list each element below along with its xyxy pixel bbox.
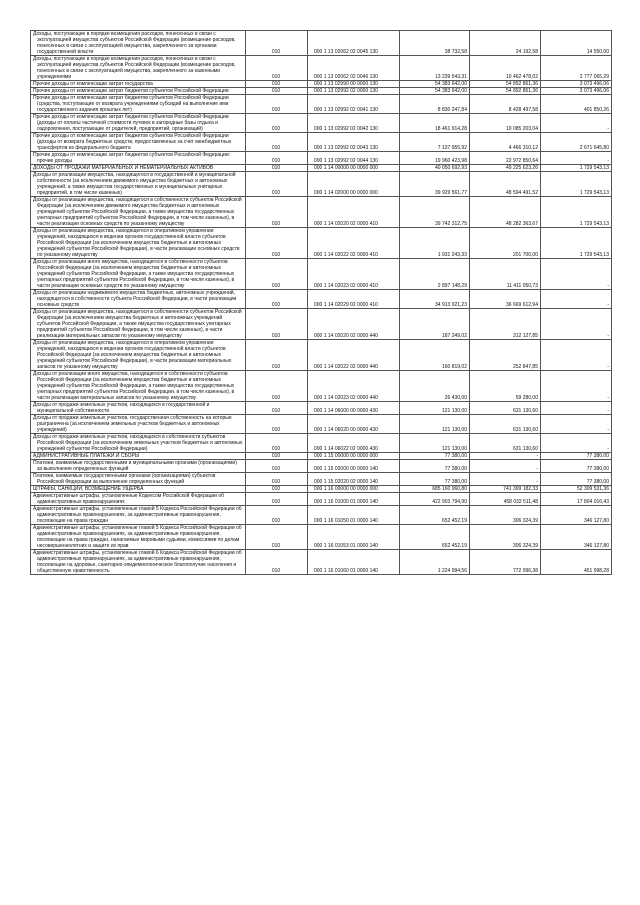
row-amount-3: 346 127,80	[541, 525, 612, 550]
row-amount-2: 22 972 850,64	[470, 152, 541, 165]
row-amount-1: 121 130,00	[400, 402, 470, 415]
row-amount-1: 39 742 312,75	[400, 197, 470, 228]
row-line-code: 010	[246, 460, 308, 473]
table-row	[31, 460, 612, 473]
table-row	[31, 371, 612, 402]
table-row	[31, 81, 612, 88]
row-amount-1: 18 461 914,28	[400, 114, 470, 133]
row-amount-2: 252 847,85	[470, 340, 541, 371]
table-row	[31, 259, 612, 290]
row-amount-3: -	[541, 259, 612, 290]
row-amount-3: 77 380,00	[541, 460, 612, 473]
table-row	[31, 88, 612, 95]
row-amount-1: 38 732,58	[400, 31, 470, 56]
row-name: Доходы от реализации имущества, находящегося в государственной и муниципальной собственности (за исключением движимого имущества бюджетных и автономных учреждений, а также имущества государственных и муниципальных унитарных предприятий, в том числе казенных)	[31, 172, 246, 197]
row-amount-1: 685 160 960,80	[400, 486, 470, 493]
row-amount-3: 401 850,26	[541, 95, 612, 114]
row-amount-1: 652 452,19	[400, 506, 470, 525]
row-line-code: 010	[246, 88, 308, 95]
row-name: ШТРАФЫ, САНКЦИИ, ВОЗМЕЩЕНИЕ УЩЕРБА	[31, 486, 246, 493]
row-line-code: 010	[246, 152, 308, 165]
row-budget-code: 000 1 14 02020 02 0000 440	[308, 309, 400, 340]
table-row	[31, 133, 612, 152]
row-budget-code: 000 1 14 02029 02 0000 410	[308, 290, 400, 309]
row-name: Прочие доходы от компенсации затрат государства	[31, 81, 246, 88]
row-name: Прочие доходы от компенсации затрат бюджетов субъектов Российской Федерации (доходы от возврата бюджетных средств, предоставленных за счет межбюджетных трансфертов из федерального бюджета	[31, 133, 246, 152]
row-name: Административные штрафы, установленные главой 6 Кодекса Российской Федерации об административных правонарушениях, за административные правонарушения, посягающие на здоровье, санитарно-эпидемиологическое благополучие населения и общественную нравственность	[31, 550, 246, 575]
row-line-code: 010	[246, 340, 308, 371]
row-amount-3: 451 998,28	[541, 550, 612, 575]
row-name: Доходы от реализации имущества, находящегося в собственности субъектов Российской Федерации (за исключением имущества бюджетных и автономных учреждений субъектов Российской Федерации, а также имущества государственных унитарных предприятий субъектов Российской Федерации, в том числе казенных), в части реализации материальных запасов по указанному имуществу	[31, 309, 246, 340]
table-row	[31, 228, 612, 259]
row-name: Прочие доходы от компенсации затрат бюджетов субъектов Российской Федерации (средства, поступающие от возврата учреждениями субсидий на выполнение ими государственного задания прошлых лет)	[31, 95, 246, 114]
row-amount-3: -	[541, 309, 612, 340]
row-budget-code: 000 1 15 00000 00 0000 000	[308, 453, 400, 460]
table-row	[31, 525, 612, 550]
row-line-code: 010	[246, 133, 308, 152]
row-line-code: 010	[246, 402, 308, 415]
row-amount-2: 772 996,38	[470, 550, 541, 575]
row-amount-3: 1 729 543,13	[541, 172, 612, 197]
row-budget-code: 000 1 13 02062 02 0046 130	[308, 56, 400, 81]
row-amount-2: -	[470, 453, 541, 460]
row-amount-2: 306 324,39	[470, 525, 541, 550]
row-amount-1: 77 380,00	[400, 473, 470, 486]
table-row	[31, 473, 612, 486]
row-amount-3: 2 671 645,80	[541, 133, 612, 152]
row-budget-code: 000 1 15 02020 02 0000 140	[308, 473, 400, 486]
row-amount-1: 8 830 247,84	[400, 95, 470, 114]
table-row	[31, 550, 612, 575]
row-amount-3: 3 073 496,06	[541, 88, 612, 95]
table-row	[31, 415, 612, 434]
row-line-code: 010	[246, 228, 308, 259]
row-budget-code: 000 1 14 00000 00 0000 000	[308, 165, 400, 172]
row-amount-3: -	[541, 415, 612, 434]
row-line-code: 010	[246, 31, 308, 56]
row-budget-code: 000 1 13 02062 02 0045 130	[308, 31, 400, 56]
row-line-code: 010	[246, 81, 308, 88]
table-row	[31, 165, 612, 172]
row-amount-3: 3 073 496,06	[541, 81, 612, 88]
row-amount-3: -	[541, 290, 612, 309]
row-amount-2: 312 127,85	[470, 309, 541, 340]
row-amount-2: -	[470, 460, 541, 473]
row-budget-code: 000 1 14 02023 02 0000 440	[308, 371, 400, 402]
row-name: Доходы от реализации имущества, находящегося в оперативном управлении учреждений, находящихся в ведении органов государственной власти субъектов Российской Федерации (за исключением имущества бюджетных и автономных учреждений субъектов Российской Федерации), в части реализации материальных запасов по указанному имуществу	[31, 340, 246, 371]
row-amount-1: 121 130,00	[400, 434, 470, 453]
row-amount-1: 160 819,02	[400, 340, 470, 371]
row-amount-3: -	[541, 340, 612, 371]
row-amount-2: 48 282 363,67	[470, 197, 541, 228]
table-row	[31, 290, 612, 309]
row-budget-code: 000 1 14 06000 00 0000 430	[308, 402, 400, 415]
row-line-code: 010	[246, 506, 308, 525]
row-amount-3: -	[541, 371, 612, 402]
row-line-code: 010	[246, 259, 308, 290]
row-name: ДОХОДЫ ОТ ПРОДАЖИ МАТЕРИАЛЬНЫХ И НЕМАТЕРИАЛЬНЫХ АКТИВОВ	[31, 165, 246, 172]
row-amount-3: -	[541, 114, 612, 133]
row-line-code: 010	[246, 290, 308, 309]
row-amount-1: 39 929 561,77	[400, 172, 470, 197]
row-budget-code: 000 1 16 01050 01 0000 140	[308, 506, 400, 525]
row-amount-3: 77 380,00	[541, 473, 612, 486]
row-amount-1: 187 249,02	[400, 309, 470, 340]
row-line-code: 010	[246, 550, 308, 575]
row-line-code: 010	[246, 165, 308, 172]
row-amount-2: 19 085 203,04	[470, 114, 541, 133]
row-name: Административные штрафы, установленные главой 5 Кодекса Российской Федерации об административных правонарушениях, за административные правонарушения, посягающие на права граждан	[31, 506, 246, 525]
row-line-code: 010	[246, 473, 308, 486]
row-budget-code: 000 1 16 00000 00 0000 000	[308, 486, 400, 493]
row-name: Доходы от реализации иного имущества, находящегося в собственности субъектов Российской Федерации (за исключением имущества бюджетных и автономных учреждений субъектов Российской Федерации, а также имущества государственных унитарных предприятий субъектов Российской Федерации, в том числе казенных), в части реализации материальных запасов по указанному имуществу	[31, 371, 246, 402]
row-line-code: 010	[246, 309, 308, 340]
row-amount-2: 10 462 478,02	[470, 56, 541, 81]
row-name: Доходы от продажи земельных участков, находящихся в государственной и муниципальной собственности	[31, 402, 246, 415]
table-row	[31, 340, 612, 371]
row-budget-code: 000 1 13 02992 02 0044 130	[308, 152, 400, 165]
row-amount-3: 17 804 016,43	[541, 493, 612, 506]
row-budget-code: 000 1 16 01053 01 0000 140	[308, 525, 400, 550]
table-row	[31, 486, 612, 493]
row-amount-1: 1 224 994,56	[400, 550, 470, 575]
row-amount-1: 40 050 692,93	[400, 165, 470, 172]
row-budget-code: 000 1 13 02992 02 0041 130	[308, 95, 400, 114]
row-amount-1: 13 239 543,31	[400, 56, 470, 81]
row-line-code: 010	[246, 56, 308, 81]
row-line-code: 010	[246, 197, 308, 228]
row-line-code: 010	[246, 493, 308, 506]
table-row	[31, 56, 612, 81]
row-name: Доходы от реализации имущества, находящегося в собственности субъектов Российской Федерации (за исключением движимого имущества бюджетных и автономных учреждений субъектов Российской Федерации, а также имущества государственных унитарных предприятий субъектов Российской Федерации, в том числе казенных), в части реализации основных средств по указанному имуществу	[31, 197, 246, 228]
row-amount-2: 11 411 050,73	[470, 259, 541, 290]
table-row	[31, 95, 612, 114]
table-row	[31, 31, 612, 56]
row-amount-3: 1 729 543,13	[541, 228, 612, 259]
row-amount-2: 458 032 511,48	[470, 493, 541, 506]
row-budget-code: 000 1 14 06020 00 0000 430	[308, 415, 400, 434]
row-name: Доходы от реализации имущества, находящегося в оперативном управлении учреждений, находящихся в ведении органов государственной власти субъектов Российской Федерации (за исключением имущества бюджетных и автономных учреждений субъектов Российской Федерации), в части реализации основных средств по указанному имуществу	[31, 228, 246, 259]
row-amount-2: 36 669 612,94	[470, 290, 541, 309]
row-name: Платежи, взимаемые государственными органами (организациями) субъектов Российской Федерации за выполнение определенных функций	[31, 473, 246, 486]
row-budget-code: 000 1 14 02000 00 0000 000	[308, 172, 400, 197]
row-amount-2: 631 130,60	[470, 402, 541, 415]
row-amount-1: 422 903 794,90	[400, 493, 470, 506]
table-row	[31, 506, 612, 525]
row-amount-3: 1 729 543,13	[541, 197, 612, 228]
row-name: АДМИНИСТРАТИВНЫЕ ПЛАТЕЖИ И СБОРЫ	[31, 453, 246, 460]
row-amount-2: -	[470, 473, 541, 486]
row-line-code: 010	[246, 95, 308, 114]
row-amount-1: 19 960 423,98	[400, 152, 470, 165]
row-budget-code: 000 1 13 02992 02 0043 130	[308, 133, 400, 152]
row-name: Доходы, поступающие в порядке возмещения расходов, понесенных в связи с эксплуатацией имущества субъектов Российской Федерации (возмещение расходов, понесенных в связи с эксплуатацией имущества, закрепленного за органами государственной власти	[31, 31, 246, 56]
row-budget-code: 000 1 16 01060 01 0000 140	[308, 550, 400, 575]
row-name: Прочие доходы от компенсации затрат бюджетов субъектов Российской Федерации: прочие доходы	[31, 152, 246, 165]
row-amount-2: 631 130,60	[470, 415, 541, 434]
row-budget-code: 000 1 14 02023 02 0000 410	[308, 259, 400, 290]
table-row	[31, 402, 612, 415]
row-amount-3: 52 309 531,36	[541, 486, 612, 493]
row-budget-code: 000 1 16 01000 01 0000 140	[308, 493, 400, 506]
row-amount-2: 54 892 861,36	[470, 81, 541, 88]
row-budget-code: 000 1 13 02992 02 0000 130	[308, 88, 400, 95]
row-budget-code: 000 1 14 02020 02 0000 410	[308, 197, 400, 228]
row-amount-2: 48 594 491,52	[470, 172, 541, 197]
row-name: Доходы от реализации иного имущества, находящегося в собственности субъектов Российской Федерации (за исключением имущества бюджетных и автономных учреждений субъектов Российской Федерации, а также имущества государственных унитарных предприятий субъектов Российской Федерации, в том числе казенных), в части реализации основных средств по указанному имуществу	[31, 259, 246, 290]
row-amount-2: 4 466 310,12	[470, 133, 541, 152]
row-line-code: 010	[246, 434, 308, 453]
row-name: Доходы от продажи земельных участков, находящихся в собственности субъектов Российской Федерации (за исключением земельных участков бюджетных и автономных учреждений субъектов Российской Федерации)	[31, 434, 246, 453]
revenue-report-body	[31, 31, 612, 575]
row-name: Прочие доходы от компенсации затрат бюджетов субъектов Российской Федерации (доходы от оплаты частичной стоимости путевок в загородные базы отдыха и оздоровления, поступающие от родителей, предприятий, организаций)	[31, 114, 246, 133]
table-row	[31, 114, 612, 133]
row-budget-code: 000 1 15 02000 00 0000 140	[308, 460, 400, 473]
table-row	[31, 152, 612, 165]
row-amount-1: 7 137 955,92	[400, 133, 470, 152]
row-budget-code: 000 1 14 02022 02 0000 410	[308, 228, 400, 259]
row-name: Доходы от продажи земельных участков, государственная собственность на которые разграничена (за исключением земельных участков бюджетных и автономных учреждений)	[31, 415, 246, 434]
row-budget-code: 000 1 13 02990 00 0000 130	[308, 81, 400, 88]
row-amount-1: 652 452,19	[400, 525, 470, 550]
row-amount-1: 54 383 642,00	[400, 81, 470, 88]
row-name: Административные штрафы, установленные главой 5 Кодекса Российской Федерации об административных правонарушениях, за административные правонарушения, посягающие на права граждан, налагаемые мировыми судьями, комиссиями по делам несовершеннолетних и защите их прав	[31, 525, 246, 550]
row-amount-1: 121 130,00	[400, 415, 470, 434]
row-amount-3: -	[541, 402, 612, 415]
table-row	[31, 172, 612, 197]
row-line-code: 010	[246, 525, 308, 550]
row-name: Прочие доходы от компенсации затрат бюджетов субъектов Российской Федерации	[31, 88, 246, 95]
row-amount-2: 741 399 182,33	[470, 486, 541, 493]
row-amount-2: 201 700,00	[470, 228, 541, 259]
table-row	[31, 434, 612, 453]
row-amount-2: 49 225 623,26	[470, 165, 541, 172]
row-budget-code: 000 1 14 02022 02 0000 440	[308, 340, 400, 371]
table-row	[31, 309, 612, 340]
row-amount-1: 26 430,00	[400, 371, 470, 402]
row-amount-1: 1 931 243,33	[400, 228, 470, 259]
row-amount-3: 2 777 065,29	[541, 56, 612, 81]
revenue-report-table	[30, 30, 612, 575]
row-amount-1: 2 897 148,29	[400, 259, 470, 290]
row-line-code: 010	[246, 415, 308, 434]
row-amount-1: 54 383 642,00	[400, 88, 470, 95]
row-amount-3: -	[541, 152, 612, 165]
row-amount-1: 77 380,00	[400, 460, 470, 473]
table-row	[31, 493, 612, 506]
row-name: Административные штрафы, установленные Кодексом Российской Федерации об административных правонарушениях	[31, 493, 246, 506]
row-amount-2: 306 324,39	[470, 506, 541, 525]
row-amount-3: 346 127,80	[541, 506, 612, 525]
row-amount-2: 54 892 861,36	[470, 88, 541, 95]
table-row	[31, 453, 612, 460]
row-line-code: 010	[246, 453, 308, 460]
table-row	[31, 197, 612, 228]
row-budget-code: 000 1 14 06022 02 0000 430	[308, 434, 400, 453]
row-name: Платежи, взимаемые государственными и муниципальными органами (организациями) за выполнение определенных функций	[31, 460, 246, 473]
row-name: Доходы от реализации недвижимого имущества бюджетных, автономных учреждений, находящегося в собственности субъекта Российской Федерации, в части реализации основных средств	[31, 290, 246, 309]
row-budget-code: 000 1 13 02992 02 0042 130	[308, 114, 400, 133]
row-amount-2: 631 130,60	[470, 434, 541, 453]
row-line-code: 010	[246, 371, 308, 402]
row-amount-3: -	[541, 434, 612, 453]
row-amount-1: 77 380,00	[400, 453, 470, 460]
row-line-code: 010	[246, 114, 308, 133]
row-amount-2: 8 428 497,58	[470, 95, 541, 114]
row-amount-3: 14 550,00	[541, 31, 612, 56]
row-amount-2: 24 192,58	[470, 31, 541, 56]
row-amount-3: 1 729 543,13	[541, 165, 612, 172]
row-amount-2: 59 280,00	[470, 371, 541, 402]
row-line-code: 010	[246, 172, 308, 197]
row-amount-3: 77 380,00	[541, 453, 612, 460]
row-line-code: 010	[246, 486, 308, 493]
row-amount-1: 34 913 921,23	[400, 290, 470, 309]
row-name: Доходы, поступающие в порядке возмещения расходов, понесенных в связи с эксплуатацией имущества субъектов Российской Федерации (возмещение расходов, понесенных в связи с эксплуатацией имущества, закрепленного за казенными учреждениями	[31, 56, 246, 81]
